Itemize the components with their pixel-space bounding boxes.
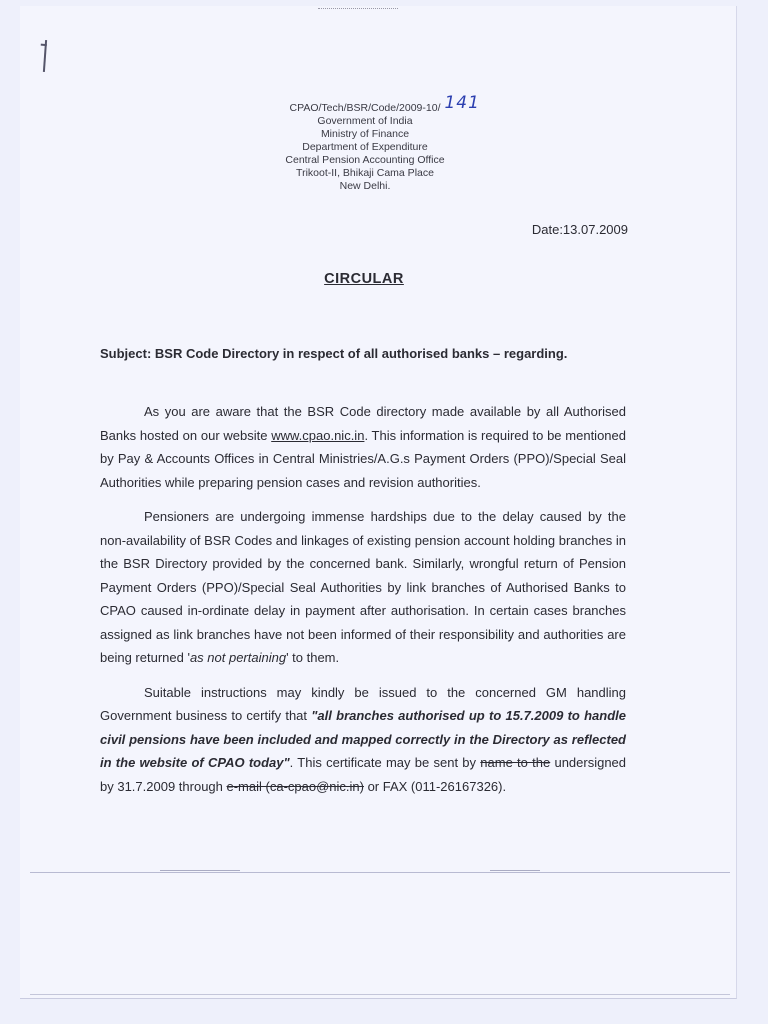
letterhead-line: Central Pension Accounting Office — [285, 154, 445, 166]
scan-artifact-rule — [160, 870, 240, 871]
letterhead-line: Ministry of Finance — [320, 128, 410, 140]
letterhead-line: Department of Expenditure — [302, 141, 428, 153]
letterhead-line: New Delhi. — [339, 180, 391, 192]
handwritten-reference: 141 — [444, 93, 480, 113]
scan-top-mark — [318, 8, 398, 10]
italic-phrase: as not pertaining — [189, 650, 287, 665]
paragraph-1 — [100, 400, 626, 494]
struck-text: name to the — [480, 755, 551, 770]
subject-line — [100, 346, 640, 361]
paragraph-text: As you are aware that the BSR Code directory made available by all Authorised Banks hosted on our website — [100, 404, 626, 443]
reference-number: CPAO/Tech/BSR/Code/2009-10/ — [289, 102, 441, 114]
document-title: CIRCULAR — [324, 271, 404, 287]
subject-text: BSR Code Directory in respect of all authorised banks – regarding. — [154, 346, 568, 361]
paragraph-text: Suitable instructions may kindly be issued to the concerned GM handling Government business to certify that — [100, 684, 626, 723]
paragraph-3 — [100, 681, 626, 799]
document-date: Date:13.07.2009 — [531, 222, 628, 237]
subject-label: Subject: — [100, 346, 152, 361]
paragraph-text: . This certificate may be sent by — [289, 755, 481, 770]
website-link[interactable]: www.cpao.nic.in — [271, 427, 365, 443]
paragraph-text: . This information is required to be mentioned by Pay & Accounts Offices in Central Ministries/A.G.s Payment Orders (PPO)/Special Seal Authorities while preparing pension cases and revision authorities. — [100, 427, 626, 490]
scan-artifact-line — [30, 872, 730, 873]
struck-email: e-mail (ca-cpao@nic.in) — [226, 778, 364, 794]
paragraph-2 — [100, 505, 626, 670]
paragraph-text: ' to them. — [286, 650, 340, 665]
letterhead-line: Government of India — [317, 115, 413, 127]
paragraph-text: or FAX (011-26167326). — [363, 778, 507, 794]
certification-quote: "all branches authorised up to 15.7.2009 to handle civil pensions have been included and mapped correctly in the Directory as reflected in the website of CPAO today" — [100, 708, 626, 770]
letterhead — [200, 93, 530, 193]
scan-artifact-rule — [490, 870, 540, 871]
paragraph-text: undersigned by 31.7.2009 through — [100, 755, 627, 794]
letterhead-line: Trikoot-II, Bhikaji Cama Place — [296, 167, 434, 179]
scan-artifact-line — [30, 994, 730, 995]
paragraph-text: Pensioners are undergoing immense hardships due to the delay caused by the non-availability of BSR Codes and linkages of existing pension account holding branches in the BSR Directory provided by the concerned bank. Similarly, wrongful return of Pension Payment Orders (PPO)/Special Seal Authorities by link branches of Authorised Banks to CPAO caused in-ordinate delay in payment after authorisation. In certain cases branches assigned as link branches have not been informed of their responsibility and authorities are being returned ' — [100, 509, 626, 665]
circular-body — [100, 400, 626, 809]
